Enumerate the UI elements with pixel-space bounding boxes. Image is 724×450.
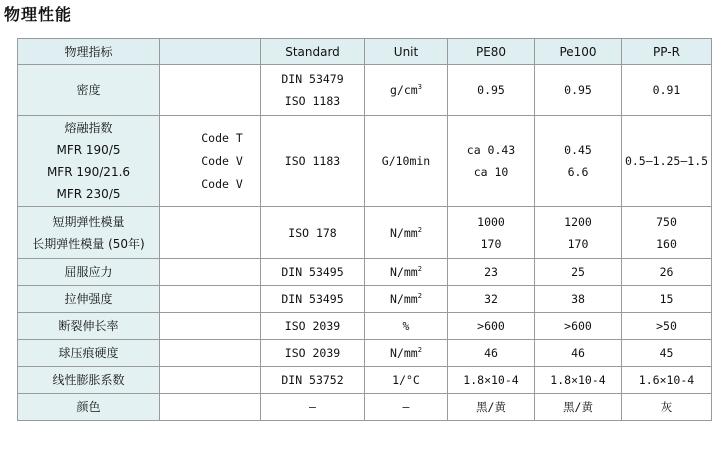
header-property: 物理指标 bbox=[18, 39, 160, 65]
standard-cell bbox=[261, 394, 365, 421]
unit-cell bbox=[365, 340, 448, 367]
unit-cell bbox=[365, 286, 448, 313]
ppr-value-cell bbox=[622, 313, 712, 340]
pe100-value-cell-line: >600 bbox=[564, 319, 592, 333]
code-cell bbox=[160, 259, 261, 286]
header-unit: Unit bbox=[365, 39, 448, 65]
pe100-value-cell bbox=[535, 207, 622, 259]
unit-superscript: 2 bbox=[417, 346, 422, 355]
standard-cell-line: ISO 2039 bbox=[284, 346, 341, 360]
pe80-value-cell bbox=[448, 313, 535, 340]
property-name-cell-line: 球压痕硬度 bbox=[58, 346, 119, 360]
property-name-cell-line: 颜色 bbox=[76, 400, 101, 414]
unit-superscript: 2 bbox=[417, 265, 422, 274]
standard-cell bbox=[261, 286, 365, 313]
table-row bbox=[18, 116, 712, 207]
unit-cell bbox=[365, 313, 448, 340]
pe100-value-cell bbox=[535, 259, 622, 286]
header-ppr: PP-R bbox=[622, 39, 712, 65]
unit-cell bbox=[365, 116, 448, 207]
code-cell bbox=[160, 65, 261, 116]
unit-cell bbox=[365, 259, 448, 286]
unit-text: % bbox=[402, 319, 410, 333]
unit-cell bbox=[365, 65, 448, 116]
ppr-value-cell bbox=[622, 286, 712, 313]
standard-cell-line: ISO 1183 bbox=[284, 154, 341, 168]
pe100-value-cell-line: 1.8×10-4 bbox=[550, 373, 606, 387]
page-title: 物理性能 bbox=[4, 5, 73, 24]
standard-cell bbox=[261, 367, 365, 394]
header-code bbox=[160, 39, 261, 65]
property-name-cell-line: MFR 190/21.6 bbox=[46, 165, 131, 179]
pe100-value-cell-line: 0.45 bbox=[564, 143, 592, 157]
property-name-cell-line: MFR 190/5 bbox=[56, 143, 121, 157]
property-name-cell bbox=[18, 207, 160, 259]
pe80-value-cell-line: 46 bbox=[484, 346, 498, 360]
unit-text: N/mm bbox=[390, 346, 418, 360]
pe100-value-cell bbox=[535, 313, 622, 340]
unit-text: N/mm bbox=[390, 225, 418, 240]
code-cell bbox=[160, 286, 261, 313]
standard-cell-line: — bbox=[309, 400, 316, 414]
standard-cell-line: ISO 178 bbox=[288, 225, 337, 240]
table-row bbox=[18, 65, 712, 116]
ppr-value-cell-line: >50 bbox=[656, 319, 677, 333]
ppr-value-cell bbox=[622, 116, 712, 207]
pe80-value-cell bbox=[448, 65, 535, 116]
standard-cell-line: DIN 53495 bbox=[281, 292, 344, 306]
standard-cell bbox=[261, 340, 365, 367]
pe100-value-cell-line: 170 bbox=[567, 236, 589, 251]
unit-superscript: 2 bbox=[417, 225, 422, 234]
standard-cell bbox=[261, 207, 365, 259]
pe100-value-cell-line: 38 bbox=[571, 292, 585, 306]
pe80-value-cell-line: ca 0.43 bbox=[466, 143, 516, 157]
table-row bbox=[18, 313, 712, 340]
pe80-value-cell bbox=[448, 286, 535, 313]
table-row bbox=[18, 340, 712, 367]
pe100-value-cell bbox=[535, 340, 622, 367]
pe80-value-cell-line: 23 bbox=[484, 265, 498, 279]
pe100-value-cell bbox=[535, 65, 622, 116]
property-name-cell bbox=[18, 116, 160, 207]
unit-cell bbox=[365, 367, 448, 394]
unit-text: G/10min bbox=[381, 154, 431, 168]
standard-cell-line: ISO 1183 bbox=[284, 94, 341, 108]
property-name-cell-line: 短期弹性模量 bbox=[52, 214, 125, 229]
property-name-cell bbox=[18, 367, 160, 394]
ppr-value-cell-line: 15 bbox=[659, 292, 674, 306]
standard-cell-line: ISO 2039 bbox=[284, 319, 341, 333]
property-name-cell bbox=[18, 286, 160, 313]
unit-text: g/cm bbox=[390, 83, 418, 97]
table-row bbox=[18, 367, 712, 394]
property-name-cell-line: 密度 bbox=[76, 83, 101, 97]
pe80-value-cell-line: 1.8×10-4 bbox=[463, 373, 519, 387]
pe80-value-cell-line: 0.95 bbox=[477, 83, 505, 97]
property-name-cell-line: 屈服应力 bbox=[64, 265, 113, 279]
code-cell-line: Code V bbox=[201, 176, 243, 191]
pe100-value-cell-line: 1200 bbox=[564, 214, 592, 229]
unit-superscript: 2 bbox=[417, 292, 422, 301]
ppr-value-cell bbox=[622, 259, 712, 286]
table-header bbox=[18, 39, 712, 65]
table-row bbox=[18, 286, 712, 313]
property-name-cell bbox=[18, 394, 160, 421]
pe80-value-cell bbox=[448, 367, 535, 394]
code-cell bbox=[160, 394, 261, 421]
property-name-cell bbox=[18, 313, 160, 340]
ppr-value-cell-line: 160 bbox=[656, 236, 677, 251]
pe100-value-cell bbox=[535, 286, 622, 313]
code-cell-line: Code V bbox=[201, 153, 243, 168]
standard-cell-line: DIN 53495 bbox=[281, 265, 344, 279]
ppr-value-cell bbox=[622, 65, 712, 116]
code-cell bbox=[160, 116, 261, 207]
pe100-value-cell bbox=[535, 116, 622, 207]
property-name-cell-line: MFR 230/5 bbox=[56, 187, 121, 201]
unit-text: N/mm bbox=[390, 292, 418, 306]
pe80-value-cell bbox=[448, 207, 535, 259]
physical-properties-table bbox=[17, 38, 712, 421]
ppr-value-cell-line: 45 bbox=[659, 346, 674, 360]
pe100-value-cell-line: 0.95 bbox=[564, 83, 592, 97]
pe80-value-cell-line: 32 bbox=[484, 292, 498, 306]
pe80-value-cell bbox=[448, 394, 535, 421]
table-row bbox=[18, 394, 712, 421]
header-pe100: Pe100 bbox=[535, 39, 622, 65]
code-cell bbox=[160, 207, 261, 259]
pe100-value-cell bbox=[535, 367, 622, 394]
pe100-value-cell-line: 25 bbox=[571, 265, 585, 279]
property-name-cell bbox=[18, 65, 160, 116]
ppr-value-cell bbox=[622, 367, 712, 394]
ppr-value-cell bbox=[622, 394, 712, 421]
unit-cell bbox=[365, 207, 448, 259]
pe80-value-cell-line: ca 10 bbox=[473, 165, 509, 179]
standard-cell-line: DIN 53479 bbox=[281, 72, 344, 86]
pe100-value-cell-line: 黑/黄 bbox=[563, 400, 593, 414]
unit-text: 1/°C bbox=[392, 373, 420, 387]
pe80-value-cell-line: >600 bbox=[477, 319, 505, 333]
pe100-value-cell-line: 46 bbox=[571, 346, 585, 360]
ppr-value-cell-line: 750 bbox=[656, 214, 677, 229]
standard-cell bbox=[261, 116, 365, 207]
ppr-value-cell-line: 0.91 bbox=[652, 83, 681, 97]
property-name-cell-line: 断裂伸长率 bbox=[58, 319, 119, 333]
pe80-value-cell bbox=[448, 259, 535, 286]
code-cell bbox=[160, 340, 261, 367]
standard-cell bbox=[261, 313, 365, 340]
pe80-value-cell-line: 黑/黄 bbox=[476, 400, 506, 414]
header-pe80: PE80 bbox=[448, 39, 535, 65]
property-name-cell-line: 线性膨胀系数 bbox=[52, 373, 125, 387]
standard-cell bbox=[261, 259, 365, 286]
property-name-cell bbox=[18, 340, 160, 367]
table-row bbox=[18, 207, 712, 259]
unit-text: N/mm bbox=[390, 265, 418, 279]
unit-text: — bbox=[402, 400, 410, 414]
ppr-value-cell-line: 灰 bbox=[660, 400, 673, 414]
ppr-value-cell bbox=[622, 340, 712, 367]
pe80-value-cell-line: 170 bbox=[480, 236, 502, 251]
table-body bbox=[18, 65, 712, 421]
ppr-value-cell-line: 26 bbox=[659, 265, 674, 279]
property-name-cell-line: 拉伸强度 bbox=[64, 292, 113, 306]
code-cell-line: Code T bbox=[201, 130, 243, 145]
standard-cell-line: DIN 53752 bbox=[281, 373, 344, 387]
ppr-value-cell bbox=[622, 207, 712, 259]
pe100-value-cell-line: 6.6 bbox=[567, 165, 589, 179]
pe80-value-cell bbox=[448, 340, 535, 367]
code-cell bbox=[160, 313, 261, 340]
header-standard: Standard bbox=[261, 39, 365, 65]
property-name-cell-line: 长期弹性模量 (50年) bbox=[32, 236, 145, 251]
ppr-value-cell-line: 0.5—1.25—1.5 bbox=[624, 154, 709, 168]
ppr-value-cell-line: 1.6×10-4 bbox=[638, 373, 695, 387]
unit-cell bbox=[365, 394, 448, 421]
table-row bbox=[18, 259, 712, 286]
unit-superscript: 3 bbox=[417, 83, 422, 92]
property-name-cell-line: 熔融指数 bbox=[64, 121, 113, 135]
pe80-value-cell bbox=[448, 116, 535, 207]
code-cell bbox=[160, 367, 261, 394]
standard-cell bbox=[261, 65, 365, 116]
property-name-cell bbox=[18, 259, 160, 286]
pe80-value-cell-line: 1000 bbox=[477, 214, 505, 229]
pe100-value-cell bbox=[535, 394, 622, 421]
